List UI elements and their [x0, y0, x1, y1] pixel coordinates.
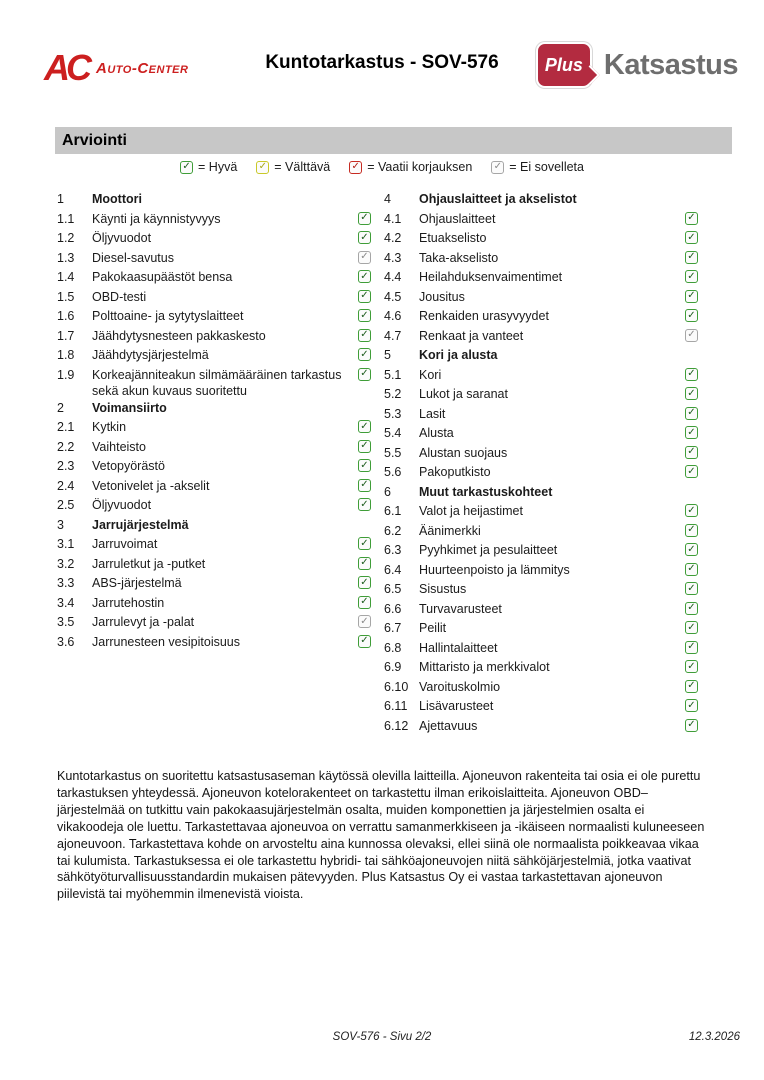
item-label: Lukot ja saranat [419, 387, 508, 401]
checklist-item [57, 594, 371, 614]
auto-center-logo-text: Auto-Center [96, 59, 189, 77]
checklist-item [384, 288, 698, 308]
item-number: 2.4 [57, 478, 75, 493]
item-label: Peilit [419, 621, 447, 635]
item-label: Valot ja heijastimet [419, 504, 523, 518]
item-label: Öljyvuodot [92, 231, 152, 245]
good-check-icon: ✓ [685, 407, 698, 420]
item-label: Jarruletkut ja -putket [92, 556, 206, 571]
good-check-icon: ✓ [358, 348, 371, 361]
good-check-icon: ✓ [180, 161, 193, 174]
good-check-icon: ✓ [685, 660, 698, 673]
na-check-icon: ✓ [685, 329, 698, 342]
section-title: Ohjauslaitteet ja akselistot [419, 192, 577, 206]
good-check-icon: ✓ [358, 420, 371, 433]
item-label: Varoituskolmio [419, 679, 501, 694]
checklist-item [384, 541, 698, 561]
fair-check-icon: ✓ [256, 161, 269, 174]
good-check-icon: ✓ [685, 621, 698, 634]
item-number: 6.3 [384, 543, 402, 557]
good-check-icon: ✓ [685, 212, 698, 225]
item-label: Diesel-savutus [92, 250, 174, 265]
item-number: 3.5 [57, 615, 75, 629]
good-check-icon: ✓ [358, 309, 371, 322]
item-label: Turvavarusteet [419, 601, 502, 616]
item-label: Käynti ja käynnistyvyys [92, 211, 221, 226]
checklist-item [384, 385, 698, 405]
item-label: OBD-testi [92, 289, 147, 304]
legend-item-na [491, 160, 584, 174]
item-number: 1.3 [57, 250, 75, 265]
item-label: Renkaat ja vanteet [419, 328, 524, 343]
section-number: 5 [384, 348, 391, 362]
checklist-item [57, 268, 371, 288]
section-header [384, 346, 698, 366]
good-check-icon: ✓ [685, 719, 698, 732]
item-label: Taka-akselisto [419, 250, 499, 265]
good-check-icon: ✓ [358, 290, 371, 303]
item-number: 6.12 [384, 718, 409, 733]
checklist-item [57, 418, 371, 438]
checklist-item [384, 249, 698, 269]
item-number: 3.3 [57, 576, 75, 590]
item-number: 6.6 [384, 601, 402, 616]
good-check-icon: ✓ [685, 504, 698, 517]
section-header-bar [55, 127, 732, 154]
checklist-item [384, 444, 698, 464]
item-label: Vetonivelet ja -akselit [92, 478, 210, 493]
status-legend [0, 160, 764, 174]
item-label: Ajettavuus [419, 718, 478, 733]
disclaimer-text: Kuntotarkastus on suoritettu katsastusaseman käytössä olevilla laitteilla. Ajoneuvon rakenteita tai osia ei ole purettu tarkastuksen yhteydessä. Ajoneuvon kotelorakenteet on tarkastettu ilman erikoislaitteita. Ajoneuvon OBD–järjestelmää on tutkittu vain pakokaasujärjestelmän osalta, muiden komponettien ja järjestelmien osalta ei vikakoodeja ole luettu. Tarkastettavaa ajoneuvoa on verrattu samanmerkkiseen ja -ikäiseen normaalisti kuluneeseen ajoneuvoon. Tarkastettava kohde on arvosteltu aina kunnossa olevaksi, ellei siinä ole normaalista poikkeavaa vikaa tai kulumista. Tarkastuksessa ei ole tarkastettu hybridi- tai sähköajoneuvojen niitä sähköjärjestelmiä, jotka vaativat sähkötyöturvallisuusstandardin mukaisen pätevyyden. Plus Katsastus Oy ei vastaa tarkastettavan ajoneuvon piilevistä tai myöhemmin ilmenevistä vioista. [57, 769, 705, 902]
checklist-item [57, 535, 371, 555]
checklist-item [384, 366, 698, 386]
good-check-icon: ✓ [685, 446, 698, 459]
checklist-item [384, 522, 698, 542]
good-check-icon: ✓ [685, 641, 698, 654]
item-label: Pakokaasupäästöt bensa [92, 270, 233, 284]
good-check-icon: ✓ [685, 270, 698, 283]
checklist-item [57, 438, 371, 458]
item-number: 4.7 [384, 328, 402, 343]
checklist-item [57, 327, 371, 347]
checklist-item [57, 555, 371, 575]
checklist-item [384, 678, 698, 698]
checklist-column-left [57, 190, 371, 736]
checklist-item [57, 633, 371, 653]
item-label: Lisävarusteet [419, 699, 494, 713]
checklist [57, 190, 707, 736]
good-check-icon: ✓ [358, 596, 371, 609]
checklist-item [384, 639, 698, 659]
good-check-icon: ✓ [358, 459, 371, 472]
footer-page-info: SOV-576 - Sivu 2/2 [332, 1031, 432, 1043]
checklist-item [384, 463, 698, 483]
item-number: 6.5 [384, 582, 402, 596]
item-label: Jousitus [419, 289, 465, 304]
good-check-icon: ✓ [685, 309, 698, 322]
item-number: 2.2 [57, 439, 75, 454]
checklist-item [57, 249, 371, 269]
item-number: 5.3 [384, 406, 402, 421]
item-label: ABS-järjestelmä [92, 576, 182, 590]
good-check-icon: ✓ [358, 368, 371, 381]
item-number: 1.1 [57, 211, 75, 226]
item-label: Vetopyörästö [92, 459, 165, 473]
good-check-icon: ✓ [358, 557, 371, 570]
good-check-icon: ✓ [685, 543, 698, 556]
good-check-icon: ✓ [358, 231, 371, 244]
plus-katsastus-logo-text: Katsastus [603, 48, 738, 81]
checklist-item [384, 580, 698, 600]
report-header [0, 36, 764, 102]
checklist-item [57, 613, 371, 633]
good-check-icon: ✓ [685, 680, 698, 693]
checklist-item [384, 600, 698, 620]
checklist-item [57, 574, 371, 594]
item-label: Kori [419, 367, 442, 382]
checklist-item [384, 327, 698, 347]
checklist-item [384, 697, 698, 717]
item-label: Ohjauslaitteet [419, 211, 496, 226]
item-number: 2.3 [57, 459, 75, 473]
item-number: 5.1 [384, 367, 402, 382]
checklist-item [384, 268, 698, 288]
page-title: Kuntotarkastus - SOV-576 [265, 52, 499, 73]
good-check-icon: ✓ [685, 465, 698, 478]
section-number: 2 [57, 400, 64, 415]
good-check-icon: ✓ [358, 329, 371, 342]
bad-check-icon: ✓ [349, 161, 362, 174]
na-check-icon: ✓ [358, 615, 371, 628]
good-check-icon: ✓ [358, 270, 371, 283]
report-footer [0, 1031, 764, 1049]
section-number: 4 [384, 192, 391, 206]
item-label: Heilahduksenvaimentimet [419, 270, 563, 284]
item-number: 1.6 [57, 309, 75, 323]
legend-item-good [180, 160, 237, 174]
item-number: 3.2 [57, 556, 75, 571]
plus-badge-icon: Plus [536, 42, 592, 88]
legend-label: = Välttävä [274, 160, 331, 174]
item-number: 5.4 [384, 426, 402, 440]
na-check-icon: ✓ [491, 161, 504, 174]
item-label: Alusta [419, 426, 454, 440]
auto-center-logo [44, 47, 189, 88]
good-check-icon: ✓ [685, 290, 698, 303]
good-check-icon: ✓ [685, 387, 698, 400]
item-number: 1.8 [57, 348, 75, 362]
checklist-item [384, 502, 698, 522]
footer-date: 12.3.2026 [688, 1031, 740, 1043]
section-title: Muut tarkastuskohteet [419, 484, 553, 499]
checklist-item [57, 307, 371, 327]
item-label: Pakoputkisto [419, 465, 491, 479]
item-number: 4.1 [384, 211, 402, 226]
item-number: 6.1 [384, 504, 402, 518]
section-header [57, 190, 371, 210]
checklist-item [384, 424, 698, 444]
good-check-icon: ✓ [685, 368, 698, 381]
legend-item-fair [256, 160, 330, 174]
good-check-icon: ✓ [358, 498, 371, 511]
good-check-icon: ✓ [685, 524, 698, 537]
item-number: 1.2 [57, 231, 75, 245]
checklist-column-right [384, 190, 698, 736]
section-number: 3 [57, 517, 64, 532]
checklist-item [384, 717, 698, 737]
item-number: 3.6 [57, 634, 75, 649]
item-number: 6.7 [384, 621, 402, 635]
item-number: 4.4 [384, 270, 402, 284]
good-check-icon: ✓ [358, 576, 371, 589]
checklist-item [384, 210, 698, 230]
good-check-icon: ✓ [685, 426, 698, 439]
item-number: 6.10 [384, 679, 409, 694]
item-number: 6.8 [384, 640, 402, 655]
checklist-item [57, 346, 371, 366]
checklist-item [57, 288, 371, 308]
good-check-icon: ✓ [685, 231, 698, 244]
item-number: 1.9 [57, 367, 75, 382]
item-number: 2.5 [57, 498, 75, 512]
good-check-icon: ✓ [685, 563, 698, 576]
checklist-item [384, 307, 698, 327]
item-label: Huurteenpoisto ja lämmitys [419, 562, 570, 577]
checklist-item [57, 457, 371, 477]
item-label: Renkaiden urasyvyydet [419, 309, 549, 323]
item-number: 5.5 [384, 445, 402, 460]
checklist-item [384, 658, 698, 678]
section-number: 1 [57, 192, 64, 206]
checklist-item [57, 210, 371, 230]
plus-katsastus-logo [536, 42, 738, 88]
item-number: 3.1 [57, 537, 75, 551]
good-check-icon: ✓ [358, 635, 371, 648]
legend-label: = Hyvä [198, 160, 238, 174]
item-number: 5.2 [384, 387, 402, 401]
item-number: 6.2 [384, 523, 402, 538]
item-label: Jarruvoimat [92, 537, 158, 551]
item-number: 5.6 [384, 465, 402, 479]
item-label: Mittaristo ja merkkivalot [419, 660, 550, 674]
item-label: Alustan suojaus [419, 445, 508, 460]
checklist-item [57, 496, 371, 516]
section-title: Moottori [92, 192, 142, 206]
item-number: 1.4 [57, 270, 75, 284]
item-label: Korkeajänniteakun silmämääräinen tarkastus sekä akun kuvaus suoritettu [92, 367, 342, 398]
item-number: 6.11 [384, 699, 408, 713]
item-label: Jarrutehostin [92, 595, 165, 610]
section-header [384, 483, 698, 503]
good-check-icon: ✓ [685, 582, 698, 595]
item-label: Äänimerkki [419, 523, 481, 538]
section-title: Jarrujärjestelmä [92, 517, 189, 532]
item-label: Lasit [419, 406, 446, 421]
good-check-icon: ✓ [685, 602, 698, 615]
legend-label: = Vaatii korjauksen [367, 160, 473, 174]
item-label: Polttoaine- ja sytytyslaitteet [92, 309, 244, 323]
checklist-item [384, 561, 698, 581]
item-label: Vaihteisto [92, 439, 146, 454]
checklist-item [57, 366, 371, 399]
section-header [384, 190, 698, 210]
good-check-icon: ✓ [358, 212, 371, 225]
item-number: 2.1 [57, 420, 75, 434]
checklist-item [57, 229, 371, 249]
item-number: 4.3 [384, 250, 402, 265]
item-label: Öljyvuodot [92, 498, 152, 512]
checklist-item [384, 405, 698, 425]
section-header [57, 516, 371, 536]
section-number: 6 [384, 484, 391, 499]
item-label: Jarrulevyt ja -palat [92, 615, 195, 629]
item-label: Kytkin [92, 420, 127, 434]
item-label: Pyyhkimet ja pesulaitteet [419, 543, 558, 557]
item-number: 1.7 [57, 328, 75, 343]
item-number: 4.5 [384, 289, 402, 304]
item-label: Sisustus [419, 582, 467, 596]
item-label: Jäähdytysnesteen pakkaskesto [92, 328, 266, 343]
na-check-icon: ✓ [358, 251, 371, 264]
section-header-title: Arviointi [62, 131, 127, 149]
item-label: Etuakselisto [419, 231, 487, 245]
section-header [57, 399, 371, 419]
section-title: Voimansiirto [92, 400, 167, 415]
item-label: Hallintalaitteet [419, 640, 498, 655]
item-number: 1.5 [57, 289, 75, 304]
item-label: Jarrunesteen vesipitoisuus [92, 634, 240, 649]
item-number: 6.4 [384, 562, 402, 577]
item-label: Jäähdytysjärjestelmä [92, 348, 209, 362]
good-check-icon: ✓ [358, 440, 371, 453]
item-number: 6.9 [384, 660, 402, 674]
legend-item-bad [349, 160, 472, 174]
item-number: 4.6 [384, 309, 402, 323]
checklist-item [57, 477, 371, 497]
item-number: 4.2 [384, 231, 402, 245]
good-check-icon: ✓ [358, 479, 371, 492]
good-check-icon: ✓ [358, 537, 371, 550]
checklist-item [384, 619, 698, 639]
legend-label: = Ei sovelleta [509, 160, 584, 174]
section-title: Kori ja alusta [419, 348, 498, 362]
checklist-item [384, 229, 698, 249]
item-number: 3.4 [57, 595, 75, 610]
good-check-icon: ✓ [685, 699, 698, 712]
good-check-icon: ✓ [685, 251, 698, 264]
auto-center-logo-icon: AC [44, 47, 88, 88]
